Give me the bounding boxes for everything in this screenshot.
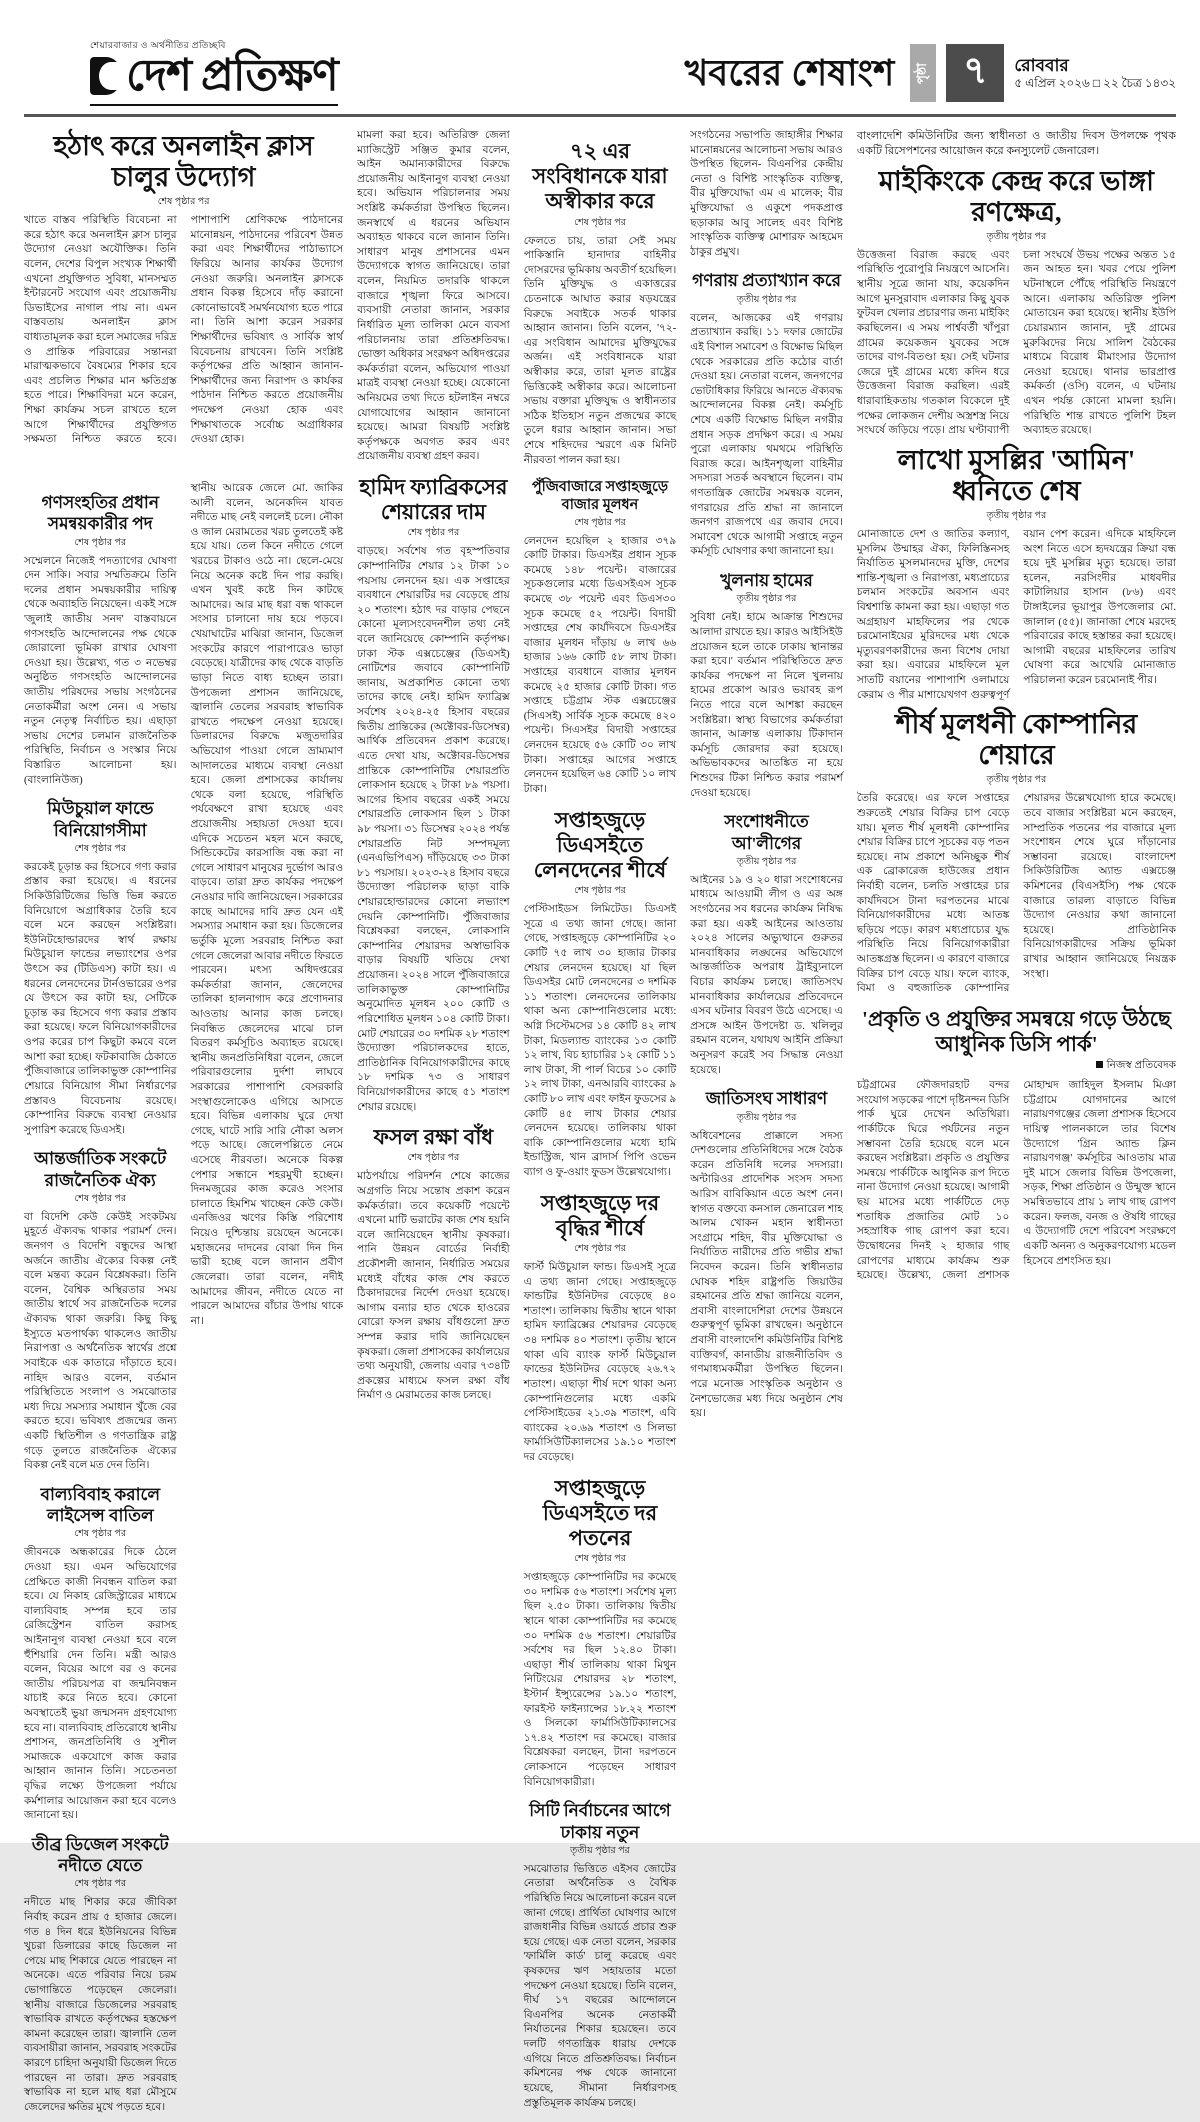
article-city-election bbox=[524, 1800, 677, 2111]
article-headline: শীর্ষ মূলধনী কোম্পানির শেয়ারে bbox=[895, 709, 1138, 771]
article-dse-turnover-top bbox=[524, 808, 677, 1181]
article-price-gainers bbox=[524, 1191, 677, 1466]
article-headline: ফসল রক্ষা বাঁধ bbox=[373, 1125, 494, 1150]
continuation-body: সংগঠনের সভাপতি জাহাঙ্গীর শিক্ষার মানোন্নয়নের আলোচনা সভায় আরও উপস্থিত ছিলেন- বিএনপির কেন্দ্রীয় নেতা ও বিশিষ্ট সাংস্কৃতিক ব্যক্তিত্ব, বীর মুক্তিযোদ্ধা এম এ মালেক; বীর মুক্তিযোদ্ধা ও একুশে পদকপ্রাপ্ত ছড়াকার আবু সালেহ এবং বিশিষ্ট সাংস্কৃতিক ব্যক্তিত্ব মোশারফ আহমেদ ঠাকুর প্রমুখ। bbox=[690, 130, 843, 258]
article-headline: 'প্রকৃতি ও প্রযুক্তির সমন্বয়ে গড়ে উঠছে আধুনিক ডিসি পার্ক' bbox=[862, 1006, 1171, 1057]
article-gonosonghoti bbox=[24, 492, 177, 788]
article-body: সমঝোতার ভিত্তিতে এইসব জোটের নেতারা অর্থনৈতিক ও বৈশ্বিক পরিস্থিতি নিয়ে আলোচনা করেন বলে জানা গেছে। প্রার্থিতা ঘোষণার আগে রাজধানীর বিভিন্ন ওয়ার্ডে প্রচার শুরু হয়ে গেছে। এক নেতা বলেন, সরকার 'ফার্মিলি কার্ড' চালু করেছে এবং কৃষকদের ঋণ সহায়তার মতো পদক্ষেপ নেওয়া হয়েছে। তিনি বলেন, দীর্ঘ ১৭ বছরের আন্দোলনে বিএনপির অনেক নেতাকর্মী নির্যাতনের শিকার হয়েছেন। তবে দলটি গণতান্ত্রিক ধারায় দেশকে এগিয়ে নিতে প্রতিশ্রুতিবদ্ধ। নির্বাচন কমিশনের পক্ষ থেকে জানানো হয়েছে, সীমানা নির্ধারণসহ প্রস্তুতিমূলক কার্যক্রম চলছে। bbox=[523, 1863, 677, 2109]
continuation-tag: শেষ পৃষ্ঠার পর bbox=[407, 528, 460, 539]
column-3 bbox=[357, 129, 510, 2122]
article-body: সুবিধা নেই। হামে আক্রান্ত শিশুদের আলাদা রাখতে হয়। কারও আইসিইউ প্রয়োজন হলে তাকে ঢাকায় স্থানান্তর করা হবে।' বর্তমান পরিস্থিতিতে দ্রুত কার্যকর পদক্ষেপ না নিলে খুলনায় হামের প্রকোপ আরও ভয়াবহ রূপ নিতে পারে বলে আশঙ্কা করছেন সংশ্লিষ্টরা। স্বাস্থ্য বিভাগের কর্মকর্তারা জানান, আক্রান্ত এলাকায় টিকাদান কর্মসূচি জোরদার করা হয়েছে। অভিভাবকদের আতঙ্কিত না হয়ে শিশুদের টিকা নিশ্চিত করার পরামর্শ দেওয়া হয়েছে। bbox=[690, 612, 843, 799]
continuation-tag: শেষ পৃষ্ঠার পর bbox=[74, 1529, 127, 1540]
article-headline: পুঁজিবাজারে সপ্তাহজুড়ে বাজার মূলধন bbox=[531, 479, 669, 514]
article-headline: হামিদ ফ্যাব্রিকসের শেয়ারের দাম bbox=[359, 475, 508, 525]
date-block bbox=[1014, 55, 1176, 91]
article-price-losers bbox=[524, 1476, 677, 1791]
article-miking-clash bbox=[857, 166, 1176, 439]
continuation-tag: তৃতীয় পৃষ্ঠার পর bbox=[736, 856, 797, 867]
masthead-right bbox=[685, 44, 1176, 106]
continuation-tag: তৃতীয় পৃষ্ঠার পর bbox=[736, 594, 797, 605]
article-body: মাঠপর্যায়ে পরিদর্শন শেষে কাজের অগ্রগতি নিয়ে সন্তোষ প্রকাশ করেন কর্মকর্তারা। তবে কয়েকটি পয়েন্টে এখনো মাটি ভরাটের কাজ শেষ হয়নি বলে জানিয়েছেন স্থানীয় কৃষকরা। পানি উন্নয়ন বোর্ডের নির্বাহী প্রকৌশলী জানান, নির্ধারিত সময়ের মধ্যেই বাঁধের কাজ শেষ করতে ঠিকাদারদের নির্দেশ দেওয়া হয়েছে। আগাম বন্যার হাত থেকে হাওরের বোরো ফসল রক্ষায় বাঁধগুলো দ্রুত সম্পন্ন করার দাবি জানিয়েছেন কৃষকরা। জেলা প্রশাসকের কার্যালয়ের তথ্য অনুযায়ী, জেলায় এবার ৭৩৪টি প্রকল্পের মাধ্যমে ফসল রক্ষা বাঁধ নির্মাণ ও মেরামতের কাজ চলছে। bbox=[357, 1171, 510, 1402]
article-body: বলেন, আজকের এই গণরায় প্রত্যাখ্যান করছি। ১১ দফার জোটের এই বিশাল সমাবেশ ও বিক্ষোভ মিছিল থেকে সরকারের প্রতি কঠোর বার্তা দেওয়া হয়। নেতারা বলেন, জনগণের ভোটাধিকার ফিরিয়ে আনতে ঐক্যবদ্ধ আন্দোলনের বিকল্প নেই। কর্মসূচি শেষে একটি বিক্ষোভ মিছিল নগরীর প্রধান সড়ক প্রদক্ষিণ করে। এ সময় পুরো এলাকায় থমথমে পরিস্থিতি বিরাজ করে। আইনশৃঙ্খলা বাহিনীর সদস্যরা সতর্ক অবস্থানে ছিলেন। বাম গণতান্ত্রিক জোটের সমন্বয়ক বলেন, গণরায়ের প্রতি শ্রদ্ধা না জানালে জনগণ রাজপথে এর জবাব দেবে। সমাবেশ থেকে আগামী সপ্তাহে নতুন কর্মসূচি ঘোষণার কথা জানানো হয়। bbox=[690, 312, 843, 558]
article-dc-park bbox=[857, 1007, 1176, 1284]
article-body: উত্তেজনা বিরাজ করছে এবং পরিস্থিতি পুরোপুরি নিয়ন্ত্রণে আসেনি। স্থানীয় সূত্রে জানা যায়, কয়েকদিন আগে মুনসুরাবাদ এলাকার কিছু যুবক ফুটবল খেলার প্রচারণার জন্য মাইকিং করছিলেন। এ সময় পার্শ্ববর্তী খাঁপুরা গ্রামের কয়েকজন যুবকের সঙ্গে তাদের বাগ-বিতণ্ডা হয়। সেই ঘটনার জেরে দুই গ্রামের মধ্যে কদিন ধরে উত্তেজনা বিরাজ করছিল। এরই ধারাবাহিকতায় গতকাল বিকেলে দুই পক্ষের লোকজন দেশীয় অস্ত্রশস্ত্র নিয়ে সংঘর্ষে জড়িয়ে পড়ে। প্রায় ঘণ্টাব্যাপী চলা সংঘর্ষে উভয় পক্ষের অন্তত ১৫ জন আহত হন। খবর পেয়ে পুলিশ ঘটনাস্থলে পৌঁছে পরিস্থিতি নিয়ন্ত্রণে আনে। এলাকায় অতিরিক্ত পুলিশ মোতায়েন করা হয়েছে। স্থানীয় ইউপি চেয়ারম্যান জানান, দুই গ্রামের মুরুব্বিদের নিয়ে সালিশ বৈঠকের মাধ্যমে বিরোধ মীমাংসার উদ্যোগ নেওয়া হয়েছে। থানার ভারপ্রাপ্ত কর্মকর্তা (ওসি) বলেন, এ ঘটনায় এখন পর্যন্ত কোনো মামলা হয়নি। পরিস্থিতি শান্ত রাখতে পুলিশি টহল অব্যাহত রয়েছে। bbox=[856, 249, 1176, 437]
continuation-tag: শেষ পৃষ্ঠার পর bbox=[74, 1879, 127, 1890]
article-headline: লাখো মুসল্লির 'আমিন' ধ্বনিতে শেষ bbox=[897, 444, 1136, 506]
continuation-tag: শেষ পৃষ্ঠার পর bbox=[574, 217, 626, 228]
continuation-tag: শেষ পৃষ্ঠার পর bbox=[407, 1153, 460, 1164]
byline bbox=[857, 1058, 1176, 1075]
article-political-unity bbox=[24, 1148, 177, 1473]
article-mutual-fund bbox=[24, 798, 177, 1138]
column-5 bbox=[690, 129, 843, 2122]
article-headline: সপ্তাহজুড়ে ডিএসইতে দর পতনের bbox=[542, 1475, 658, 1550]
continuation-tag: তৃতীয় পৃষ্ঠার পর bbox=[986, 510, 1047, 521]
header-rule bbox=[24, 114, 1176, 117]
article-headline: হঠাৎ করে অনলাইন ক্লাস চালুর উদ্যোগ bbox=[53, 131, 314, 193]
date-line: ৫ এপ্রিল ২০২৬ □ ২২ চৈত্র ১৪৩২ bbox=[1014, 76, 1176, 91]
continuation-tag: তৃতীয় পৃষ্ঠার পর bbox=[570, 1845, 630, 1856]
article-verdict-rejection bbox=[690, 270, 843, 560]
continuation-tag: তৃতীয় পৃষ্ঠার পর bbox=[736, 1112, 797, 1123]
article-body: তৈরি করেছে। এর ফলে সপ্তাহের শুরুতেই শেয়ার বিক্রির চাপ বেড়ে যায়। মূলত শীর্ষ মূলধনী কোম্পানির শেয়ার বিক্রির চাপে সূচকের বড় পতন হয়েছে। নাম প্রকাশে অনিচ্ছুক শীর্ষ এক ব্রোকারেজ হাউজের প্রধান নির্বাহী বলেন, চলতি সপ্তাহের চার কার্যদিবসে টানা দরপতনের মাঝে বিনিয়োগকারীদের মধ্যে আতঙ্ক ছড়িয়ে পড়ে। কারণ মধ্যপ্রাচ্যের যুদ্ধ পরিস্থিতি নিয়ে বিনিয়োগকারীরা আতঙ্কগ্রস্ত ছিলেন। এ কারণে বাজারে বিক্রির চাপ বেড়ে যায়। ফলে ব্যাংক, বিমা ও বহুজাতিক কোম্পানির শেয়ারদর উল্লেখযোগ্য হারে কমেছে। তবে বাজার সংশ্লিষ্টরা মনে করছেন, সাম্প্রতিক পতনের পর বাজারে মূল্য সংশোধন শেষে ঘুরে দাঁড়ানোর সম্ভাবনা রয়েছে। বাংলাদেশ সিকিউরিটিজ অ্যান্ড এক্সচেঞ্জ কমিশনের (বিএসইসি) পক্ষ থেকে বাজারে তারল্য বাড়াতে বিভিন্ন উদ্যোগ নেওয়ার কথা জানানো হয়েছে। প্রাতিষ্ঠানিক বিনিয়োগকারীদের সক্রিয় ভূমিকা রাখার আহ্বান জানিয়েছে নিয়ন্ত্রক সংস্থা। bbox=[856, 793, 1176, 995]
article-headline: সংশোধনীতে আ'লীগের bbox=[724, 812, 809, 853]
column-1 bbox=[24, 482, 177, 2122]
article-headline: গণসংহতির প্রধান সমন্বয়কারীর পদ bbox=[41, 493, 159, 534]
article-amendment-al bbox=[690, 811, 843, 1078]
continuation-tag: শেষ পৃষ্ঠার পর bbox=[574, 886, 626, 897]
article-diesel-crisis bbox=[24, 1834, 177, 2116]
article-body: বা বিদেশি কেউ কেউই সংকটময় মুহূর্তে ঐক্যবদ্ধ থাকার পরামর্শ দেন। জনগণ ও বিদেশি বন্ধুদের আস্থা অর্জনে জাতীয় ঐক্যের বিকল্প নেই বলে মন্তব্য করেন বিশ্লেষকরা। তিনি বলেন, বৈশ্বিক অস্থিরতার সময় জাতীয় স্বার্থে সব রাজনৈতিক দলের ঐক্যবদ্ধ থাকা জরুরি। কিছু কিছু ইস্যুতে মতপার্থক্য থাকলেও জাতীয় নিরাপত্তা ও অর্থনৈতিক স্বার্থের প্রশ্নে সবাইকে এক কাতারে দাঁড়াতে হবে। নাহিদ আরও বলেন, বর্তমান পরিস্থিতিতে সংলাপ ও সমঝোতার মধ্য দিয়ে সমস্যার সমাধান খুঁজে বের করতে হবে। ভবিষ্যৎ প্রজন্মের জন্য একটি স্থিতিশীল ও গণতান্ত্রিক রাষ্ট্র গড়ে তুলতে রাজনৈতিক ঐক্যের বিকল্প নেই বলে মত দেন তিনি। bbox=[24, 1211, 177, 1472]
article-headline: আন্তর্জাতিক সংকটে রাজনৈতিক ঐক্য bbox=[34, 1149, 167, 1190]
article-mahfil-amin bbox=[857, 445, 1176, 703]
article-headline: ৭২ এর সংবিধানকে যারা অস্বীকার করে bbox=[532, 139, 668, 214]
article-headline: বাল্যবিবাহ করালে লাইসেন্স বাতিল bbox=[40, 1484, 161, 1526]
page-label-badge bbox=[910, 44, 936, 102]
article-top-cap-shares bbox=[857, 709, 1176, 997]
section-title: খবরের শেষাংশ bbox=[684, 53, 895, 93]
article-un-general bbox=[690, 1088, 843, 1421]
article-headline: সপ্তাহজুড়ে দর বৃদ্ধির শীর্ষে bbox=[540, 1190, 660, 1240]
article-body: লেনদেন হয়েছিল ২ হাজার ৩৭৯ কোটি টাকার। ডিএসইর প্রধান সূচক কমেছে ১৪৮ পয়েন্ট। বাজারের সূচকগুলোর মধ্যে ডিএসইএস সূচক কমেছে ৩৮ পয়েন্ট এবং ডিএস৩০ সূচক কমেছে ৫২ পয়েন্ট। বিদায়ী সপ্তাহের শেষ কার্যদিবসে ডিএসইর বাজার মূলধন দাঁড়ায় ৬ লাখ ৬৬ হাজার ১৬৬ কোটি ৫৮ লাখ টাকা। সপ্তাহের ব্যবধানে বাজার মূলধন কমেছে ২৫ হাজার কোটি টাকা। গত সপ্তাহে চট্টগ্রাম স্টক এক্সচেঞ্জের (সিএসই) সার্বিক সূচক কমেছে ৪২০ পয়েন্ট। সিএসইর বিদায়ী সপ্তাহের লেনদেন হয়েছে ৫৬ কোটি ৩০ লাখ টাকা। সপ্তাহের আগের সপ্তাহে লেনদেন হয়েছিল ৬৪ কোটি ১০ লাখ টাকা। bbox=[523, 535, 677, 795]
continuation-tag: শেষ পৃষ্ঠার পর bbox=[574, 1244, 626, 1255]
newspaper-name: দেশ প্রতিক্ষণ bbox=[126, 51, 338, 100]
article-crop-embankment bbox=[357, 1125, 510, 1404]
article-market-capital bbox=[524, 478, 677, 797]
article-body: আইনের ১৯ ও ২০ ধারা সংশোধনের মাধ্যমে আওয়ামী লীগ ও এর অঙ্গ সংগঠনের সব ধরনের কার্যক্রম নিষিদ্ধ করা হয়। একই আইনের আওতায় ২০২৪ সালের অভ্যুত্থানে গুরুতর মানবাধিকার লঙ্ঘনের অভিযোগে আন্তর্জাতিক অপরাধ ট্রাইব্যুনালে বিচার কার্যক্রম চলছে। জাতিসংঘ মানবাধিকার কার্যালয়ের প্রতিবেদনে এসব ঘটনার বিবরণ উঠে এসেছে। এ প্রসঙ্গে আইন উপদেষ্টা ড. খলিলুর রহমান বলেন, যথাযথ আইনি প্রক্রিয়া অনুসরণ করেই সব সিদ্ধান্ত নেওয়া হয়েছে। bbox=[690, 874, 843, 1076]
article-headline: খুলনায় হামের bbox=[720, 571, 813, 591]
article-headline: তীব্র ডিজেল সংকটে নদীতে যেতে bbox=[31, 1834, 169, 1876]
article-headline: জাতিসংঘ সাধারণ bbox=[705, 1089, 828, 1109]
crescent-logo-icon bbox=[90, 57, 120, 95]
continuation-body: মামলা করা হবে। অতিরিক্ত জেলা ম্যাজিস্ট্রেট সঞ্জিত কুমার বলেন, আইন অমান্যকারীদের বিরুদ্ধে প্রয়োজনীয় আইনানুগ ব্যবস্থা নেওয়া হবে। অভিযান পরিচালনার সময় সংশ্লিষ্ট কর্মকর্তারা উপস্থিত ছিলেন। জনস্বার্থে এ ধরনের অভিযান অব্যাহত থাকবে বলে জানান তিনি। সাধারণ মানুষ প্রশাসনের এমন উদ্যোগকে স্বাগত জানিয়েছে। তারা বলেন, নিয়মিত তদারকি থাকলে বাজারে শৃঙ্খলা ফিরে আসবে। ব্যবসায়ী নেতারা জানান, সরকার নির্ধারিত মূল্য তালিকা মেনে ব্যবসা পরিচালনায় তারা প্রতিশ্রুতিবদ্ধ। ভোক্তা অধিকার সংরক্ষণ অধিদপ্তরের কর্মকর্তারা বলেন, অভিযোগ পাওয়া মাত্রই ব্যবস্থা নেওয়া হচ্ছে। যেকোনো অনিয়মের তথ্য দিতে হটলাইন নম্বরে যোগাযোগের আহ্বান জানানো হয়েছে। আমরা বিষয়টি সংশ্লিষ্ট কর্তৃপক্ষকে অবগত করব এবং প্রয়োজনীয় ব্যবস্থা গ্রহণ করব। bbox=[357, 130, 510, 463]
article-body: সপ্তাহজুড়ে কোম্পানিটির দর কমেছে ৩০ দশমিক ৫৬ শতাংশ। সর্বশেষ মূল্য ছিল ২.৫০ টাকা। তালিকায় দ্বিতীয় স্থানে থাকা কোম্পানিটির দর কমেছে ৩০ দশমিক ৫৬ শতাংশ। শেয়ারটির সর্বশেষ দর ছিল ১২.৪০ টাকা। এছাড়া শীর্ষ তালিকায় থাকা মিথুন নিটিংয়ের শেয়ারদর ২৮ শতাংশ, ইস্টার্ন ইন্স্যুরেন্সের ১৯.১০ শতাংশ, ফারইস্ট ফাইন্যান্সের ১৮.২২ শতাংশ ও সিলকো ফার্মাসিউটিক্যালসের ১৭.৪২ শতাংশ দর কমেছে। বাজার বিশ্লেষকরা বলছেন, টানা দরপতনে লোকসানে পড়েছেন সাধারণ বিনিয়োগকারীরা। bbox=[523, 1572, 677, 1788]
continuation-tag: শেষ পৃষ্ঠার পর bbox=[157, 197, 210, 208]
continuation-tag: তৃতীয় পৃষ্ঠার পর bbox=[986, 231, 1047, 242]
weekday: রোববার bbox=[1014, 55, 1069, 75]
continuation-body: বাংলাদেশি কমিউনিটির জন্য স্বাধীনতা ও জাতীয় দিবস উপলক্ষে পৃথক একটি রিসেপশনের আয়োজন করে কনস্যুলেট জেনারেল। bbox=[856, 130, 1176, 158]
brand bbox=[24, 38, 338, 106]
article-headline: মিউচুয়াল ফান্ডে বিনিয়োগসীমা bbox=[47, 799, 154, 840]
article-body: বাড়ছে। সর্বশেষ গত বৃহস্পতিবার কোম্পানিটির শেয়ার ১২ টাকা ১০ পয়সায় লেনদেন হয়। এক সপ্তাহের ব্যবধানে শেয়ারটির দর বেড়েছে প্রায় ২০ শতাংশ। হঠাৎ দর বাড়ার পেছনে কোনো মূল্যসংবেদনশীল তথ্য নেই বলে জানিয়েছে কোম্পানি কর্তৃপক্ষ। ঢাকা স্টক এক্সচেঞ্জের (ডিএসই) নোটিশের জবাবে কোম্পানিটি জানায়, অপ্রকাশিত কোনো তথ্য তাদের কাছে নেই। হামিদ ফ্যাব্রিক্স সর্বশেষ ২০২৪-২৫ হিসাব বছরের দ্বিতীয় প্রান্তিকের (অক্টোবর-ডিসেম্বর) আর্থিক প্রতিবেদন প্রকাশ করেছে। এতে দেখা যায়, অক্টোবর-ডিসেম্বর প্রান্তিকে কোম্পানিটির শেয়ারপ্রতি লোকসান হয়েছে ২ টাকা ৮৯ পয়সা। আগের হিসাব বছরের একই সময়ে শেয়ারপ্রতি লোকসান ছিল ১ টাকা ৯৮ পয়সা। ৩১ ডিসেম্বর ২০২৪ পর্যন্ত শেয়ারপ্রতি নিট সম্পদমূল্য (এনএভিপিএস) দাঁড়িয়েছে ৩৩ টাকা ৮১ পয়সায়। ২০২৩-২৪ হিসাব বছরে উদ্যোক্তা পরিচালক ছাড়া বাকি শেয়ারহোল্ডারদের কোনো লভ্যাংশ দেয়নি কোম্পানিটি। পুঁজিবাজার বিশ্লেষকরা বলছেন, লোকসানি কোম্পানির শেয়ারদর অস্বাভাবিক বাড়ার বিষয়টি খতিয়ে দেখা প্রয়োজন। ২০২৪ সালে পুঁজিবাজারে তালিকাভুক্ত কোম্পানিটির অনুমোদিত মূলধন ২০০ কোটি ও পরিশোধিত মূলধন ১০৪ কোটি টাকা। মোট শেয়ারের ৩০ দশমিক ২৮ শতাংশ উদ্যোক্তা পরিচালকদের হাতে, প্রাতিষ্ঠানিক বিনিয়োগকারীদের কাছে ১৮ দশমিক ৭৩ ও সাধারণ বিনিয়োগকারীদের কাছে ৫১ শতাংশ শেয়ার রয়েছে। bbox=[357, 546, 510, 1113]
article-body: সম্মেলনে নিজেই পদত্যাগের ঘোষণা দেন সাকি। সবার সম্মতিক্রমে তিনি দলের প্রধান সমন্বয়কারীর দায়িত্ব থেকে অব্যাহতি নিয়েছেন। একই সঙ্গে 'জুলাই জাতীয় সনদ' বাস্তবায়নে গণসংহতি আন্দোলনের পক্ষ থেকে জোরালো ভূমিকা রাখার ঘোষণা দেওয়া হয়। উল্লেখ্য, গত ৩ নভেম্বর অনুষ্ঠিত গণসংহতি আন্দোলনের জাতীয় পরিষদের সভায় সংগঠনের নেতাকর্মীরা অংশ নেন। এ সভায় নতুন নেতৃত্ব নির্বাচিত হয়। এছাড়া সভায় দেশের চলমান রাজনৈতিক পরিস্থিতি, নির্বাচন ও সংস্কার নিয়ে বিস্তারিত আলোচনা হয়। (বাংলানিউজ) bbox=[24, 555, 177, 786]
byline-text: নিজস্ব প্রতিবেদক bbox=[1106, 1060, 1176, 1072]
article-headline: সপ্তাহজুড়ে ডিএসইতে লেনদেনের শীর্ষে bbox=[533, 807, 667, 882]
article-body: চট্টগ্রামের ফৌজদারহাট বন্দর সংযোগ সড়কের পাশে দৃষ্টিনন্দন ডিসি পার্ক ঘুরে দেখেন অতিথিরা। পার্কটিকে ঘিরে পর্যটনের নতুন সম্ভাবনা তৈরি হয়েছে বলে মনে করছেন সংশ্লিষ্টরা। প্রকৃতি ও প্রযুক্তির সমন্বয়ে পার্কটিকে আধুনিক রূপ দিতে নানা উদ্যোগ নেওয়া হয়েছে। আগামী ছয় মাসের মধ্যে পার্কটিতে দেড় শতাধিক প্রজাতির মোট ১০ সহস্রাধিক গাছ রোপণ করা হবে। উদ্বোধনের দিনই ২ হাজার গাছ রোপণের মাধ্যমে কার্যক্রম শুরু হয়েছে। উল্লেখ্য, জেলা প্রশাসক মোহাম্মদ জাহিদুল ইসলাম মিঞা চট্টগ্রামে যোগদানের আগে নারায়ণগঞ্জের জেলা প্রশাসক হিসেবে দায়িত্ব পালনকালে তার বিশেষ উদ্যোগে 'গ্রিন অ্যান্ড ক্লিন নারায়ণগঞ্জ' কর্মসূচির আওতায় মাত্র দুই মাসে জেলার বিভিন্ন উপজেলা, সড়ক, শিক্ষা প্রতিষ্ঠান ও উন্মুক্ত স্থানে সমন্বিতভাবে প্রায় ১ লাখ গাছ রোপণ করেন। ফলজ, বনজ ও ঔষধি গাছের এ উদ্যোগটি দেশে পরিবেশ সংরক্ষণে একটি অনন্য ও অনুকরণযোগ্য মডেল হিসেবে প্রশংসিত হয়। bbox=[856, 1080, 1176, 1282]
article-headline: গণরায় প্রত্যাখ্যান করে bbox=[692, 271, 841, 291]
article-khulna-measles bbox=[690, 570, 843, 801]
article-body: খাতে বাস্তব পরিস্থিতি বিবেচনা না করে হঠাৎ করে অনলাইন ক্লাস চালুর উদ্যোগ নেওয়া অযৌক্তিক। তিনি বলেন, দেশের বিপুল সংখ্যক শিক্ষার্থী এখনো প্রযুক্তিগত সুবিধা, মানসম্মত ইন্টারনেট সংযোগ এবং প্রয়োজনীয় ডিভাইসের নাগাল পায় না। এমন বাস্তবতায় অনলাইন ক্লাস বাধ্যতামূলক করা হলে সমাজের দরিদ্র ও প্রান্তিক পরিবারের সন্তানরা মারাত্মকভাবে বৈষম্যের শিকার হবে এবং প্রচলিত শিক্ষার মান ক্ষতিগ্রস্ত হতে পারে। শিক্ষাবিদরা মনে করেন, শিক্ষা কার্যক্রম সচল রাখতে হলে আগে শিক্ষার্থীদের প্রযুক্তিগত সক্ষমতা নিশ্চিত করতে হবে। পাশাপাশি শ্রেণিকক্ষে পাঠদানের মানোন্নয়ন, পাঠদানের পরিবেশ উন্নত করা এবং শিক্ষার্থীদের পাঠাভ্যাসে ফিরিয়ে আনার কার্যকর উদ্যোগ নেওয়া জরুরি। অনলাইন ক্লাসকে প্রধান বিকল্প হিসেবে দাঁড় করানো কোনোভাবেই সমর্থনযোগ্য হতে পারে না। তিনি আশা করেন সরকার শিক্ষার্থীদের ভবিষ্যৎ ও সার্বিক স্বার্থ বিবেচনায় রাখবেন। তিনি সংশ্লিষ্ট কর্তৃপক্ষের প্রতি আহ্বান জানান- শিক্ষার্থীদের জন্য নিরাপদ ও কার্যকর পাঠদান নিশ্চিত করতে প্রয়োজনীয় পদক্ষেপ নেওয়া হোক এবং শিক্ষাখাতকে সর্বোচ্চ অগ্রাধিকার দেওয়া হোক। bbox=[24, 215, 344, 446]
article-body: ফার্স্ট মিউচুয়াল ফান্ড। ডিএসই সূত্রে এ তথ্য জানা গেছে। সপ্তাহজুড়ে ফান্ডটির ইউনিটদর বেড়েছে ৪০ শতাংশ। তালিকায় দ্বিতীয় স্থানে থাকা হামিদ ফ্যাব্রিক্সের শেয়ারদর বেড়েছে ৩৪ দশমিক ৪০ শতাংশ। তৃতীয় স্থানে থাকা এবি ব্যাংক ফার্স্ট মিউচুয়াল ফান্ডের ইউনিটদর বেড়েছে ২৬.৭২ শতাংশ। এছাড়া শীর্ষ দশে থাকা অন্য কোম্পানিগুলোর মধ্যে একমি পেস্টিসাইডের ২১.৩৯ শতাংশ, এবি ব্যাংকের ২০.৬৯ শতাংশ ও সিলভা ফার্মাসিউটিক্যালসের ১৯.১০ শতাংশ দর বেড়েছে। bbox=[523, 1262, 677, 1463]
article-body: মোনাজাতে দেশ ও জাতির কল্যাণ, মুসলিম উম্মাহর ঐক্য, ফিলিস্তিনসহ নির্যাতিত মুসলমানদের মুক্তি, দেশের শান্তি-শৃঙ্খলা ও নিরাপত্তা, মধ্যপ্রাচ্যের চলমান সংকটের অবসান এবং বিশ্বশান্তি কামনা করা হয়। এছাড়া গত অগ্রহায়ণ মাহফিলের পর থেকে চরমোনাইয়ের মুরিদদের মধ্য থেকে মৃত্যুবরণকারীদের জন্য বিশেষ দোয়া করা হয়। এবারের মাহফিলে মূল সাতটি বয়ানের পাশাপাশি ওলামায়ে কেরাম ও পীর মাশায়েখগণ গুরুত্বপূর্ণ বয়ান পেশ করেন। এদিকে মাহফিলে অংশ নিতে এসে হৃদযন্ত্রের ক্রিয়া বন্ধ হয়ে দুই মুসল্লির মৃত্যু হয়েছে। তারা হলেন, নরসিংদীর মাধবদীর কাটালিয়ার হাসান (৮৬) এবং টাঙ্গাইলের ভূয়াপুর উপজেলার মো. জালাল (৫৫)। জানাজা শেষে মরদেহ পরিবারের কাছে হস্তান্তর করা হয়েছে। আগামী বছরের মাহফিলের তারিখ ঘোষণা করে আখেরি মোনাজাত পরিচালনা করেন চরমোনাই পীর। bbox=[856, 528, 1176, 701]
article-body: জীবনকে অন্ধকারের দিকে ঠেলে দেওয়া হয়। এমন অভিযোগের প্রেক্ষিতে কাজী নিবন্ধন বাতিল করা হবে। যে নিকাহ রেজিস্ট্রারের মাধ্যমে বাল্যবিবাহ সম্পন্ন হবে তার রেজিস্ট্রেশন বাতিল করাসহ আইনানুগ ব্যবস্থা নেওয়া হবে বলে হুঁশিয়ারি দেন তিনি। মন্ত্রী আরও বলেন, বিয়ের আগে বর ও কনের জাতীয় পরিচয়পত্র বা জন্মনিবন্ধন যাচাই করে নিতে হবে। কোনো অবস্থাতেই ভুয়া জন্মসনদ গ্রহণযোগ্য হবে না। বাল্যবিবাহ প্রতিরোধে স্থানীয় প্রশাসন, জনপ্রতিনিধি ও সুশীল সমাজকে একযোগে কাজ করার আহ্বান জানান তিনি। সচেতনতা বৃদ্ধির লক্ষ্যে উপজেলা পর্যায়ে কর্মশালার আয়োজন করা হবে বলেও জানানো হয়। bbox=[24, 1547, 177, 1822]
newspaper-logo bbox=[90, 51, 338, 106]
article-child-marriage bbox=[24, 1484, 177, 1824]
article-72-constitution bbox=[524, 139, 677, 468]
article-body: অধিবেশনের প্রাক্কালে সদস্য দেশগুলোর প্রতিনিধিদের সঙ্গে বৈঠক করেন প্রতিনিধি দলের সদস্যরা। অন্টারিওর প্রাদেশিক সংসদ সদস্য আরিস বাবিকিয়ান এতে অংশ নেন। স্বাগত বক্তব্যে কনসাল জেনারেল শাহ আলম খোকন মহান স্বাধীনতা সংগ্রামে শহিদ, বীর মুক্তিযোদ্ধা ও নির্যাতিত নারীদের প্রতি গভীর শ্রদ্ধা নিবেদন করেন। তিনি স্বাধীনতার ঘোষক শহিদ রাষ্ট্রপতি জিয়াউর রহমানের প্রতি শ্রদ্ধা জানিয়ে বলেন, প্রবাসী বাংলাদেশিরা দেশের উন্নয়নে গুরুত্বপূর্ণ ভূমিকা রাখছেন। অনুষ্ঠানে প্রবাসী বাংলাদেশি কমিউনিটির বিশিষ্ট ব্যক্তিবর্গ, কানাডীয় রাজনীতিবিদ ও গণমাধ্যমকর্মীরা উপস্থিত ছিলেন। পরে মনোজ্ঞ সাংস্কৃতিক অনুষ্ঠান ও নৈশভোজের মধ্য দিয়ে অনুষ্ঠান শেষ হয়। bbox=[690, 1130, 843, 1420]
continuation-tag: শেষ পৃষ্ঠার পর bbox=[574, 517, 626, 528]
continuation-body: স্থানীয় আরেক জেলে মো. জাকির আলী বলেন, অনেকদিন যাবত নদীতে মাছ নেই বললেই চলে। নৌকা ও জাল মেরামতের খরচ তুলতেই কষ্ট হয়ে যায়। তেল কিনে নদীতে গেলে খরচের টাকাও ওঠে না। ছেলে-মেয়ে নিয়ে অনেক কষ্টে দিন পার করছি। এখন খুবই কষ্টে দিন কাটছে আমাদের। আর মাছ ধরা বন্ধ থাকলে সংসার চালানো দায় হয়ে পড়বে। খেয়াঘাটের মাঝিরা জানান, ডিজেল সংকটের কারণে পারাপারেও ভাড়া বেড়েছে। যাত্রীদের কাছ থেকে বাড়তি ভাড়া নিতে বাধ্য হচ্ছেন তারা। উপজেলা প্রশাসন জানিয়েছে, জ্বালানি তেলের সরবরাহ স্বাভাবিক রাখতে পদক্ষেপ নেওয়া হয়েছে। ডিলারদের বিরুদ্ধে মজুতদারির অভিযোগ পাওয়া গেলে ভ্রাম্যমাণ আদালতের মাধ্যমে ব্যবস্থা নেওয়া হবে। জেলা প্রশাসকের কার্যালয় থেকে বলা হয়েছে, পরিস্থিতি পর্যবেক্ষণে রাখা হয়েছে এবং প্রয়োজনীয় সহায়তা দেওয়া হবে। এদিকে সচেতন মহল মনে করছে, সিন্ডিকেটের কারসাজি বন্ধ করা না গেলে সাধারণ মানুষের দুর্ভোগ আরও বাড়বে। তারা দ্রুত কার্যকর পদক্ষেপ নেওয়ার দাবি জানিয়েছেন। সরকারের কাছে আমাদের দাবি দ্রুত যেন এই সমস্যার সমাধান করা হয়। ডিজেলের ভর্তুকি মূল্যে সরবরাহ নিশ্চিত করা গেলে জেলেরা আবার নদীতে ফিরতে পারবেন। মৎস্য অধিদপ্তরের কর্মকর্তারা জানান, জেলেদের তালিকা হালনাগাদ করে প্রণোদনার আওতায় আনার কাজ চলছে। নিবন্ধিত জেলেদের মাঝে চাল বিতরণ কর্মসূচিও অব্যাহত রয়েছে। স্থানীয় জনপ্রতিনিধিরা বলেন, জেলে পরিবারগুলোর দুর্দশা লাঘবে সরকারের পাশাপাশি বেসরকারি সংস্থাগুলোকেও এগিয়ে আসতে হবে। বিভিন্ন এলাকায় ঘুরে দেখা গেছে, ঘাটে সারি সারি নৌকা অলস পড়ে আছে। জেলেপল্লিতে নেমে এসেছে নীরবতা। অনেকে বিকল্প পেশার সন্ধানে শহরমুখী হচ্ছেন। দিনমজুরের কাজ করেও সংসার চালাতে হিমশিম খাচ্ছেন কেউ কেউ। এনজিওর ঋণের কিস্তি পরিশোধ নিয়েও দুশ্চিন্তায় রয়েছেন অনেকে। মহাজনের দাদনের বোঝা দিন দিন ভারী হচ্ছে বলে জানান প্রবীণ জেলেরা। তারা বলেন, নদীই আমাদের জীবন, নদীতে যেতে না পারলে আমাদের বাঁচার উপায় থাকে না। bbox=[190, 483, 344, 1327]
byline-square-icon bbox=[1096, 1061, 1103, 1068]
brand-tagline: শেয়ারবাজার ও অর্থনীতির প্রতিচ্ছবি bbox=[90, 40, 226, 50]
column-2 bbox=[191, 482, 344, 2122]
masthead bbox=[24, 14, 1176, 106]
page-number-badge: ৭ bbox=[946, 44, 1004, 102]
article-body: করকেই চূড়ান্ত কর হিসেবে গণ্য করার প্রস্তাব করা হয়েছে। এ ধরনের সিকিউরিটিজের ভিত্তি ভিন্ন করতে বিনিয়োগে অগ্রাধিকার তৈরি হবে বলে মনে করছেন সংশ্লিষ্টরা। ইউনিটহোল্ডারদের স্বার্থ রক্ষায় মিউচুয়াল ফান্ডের লভ্যাংশের ওপর উৎসে কর (টিডিএস) কাটা হয়। এ ধরনের লেনদেনের টার্নওভারের ওপর যে উৎসে কর কাটা হয়, সেটিকে চূড়ান্ত কর হিসেবে গণ্য করার প্রস্তাব করা হয়েছে। ফলে বিনিয়োগকারীদের ওপর করের চাপ কিছুটা কমবে বলে আশা করা হচ্ছে। ফটকাবাজি ঠেকাতে পুঁজিবাজারে তালিকাভুক্ত কোম্পানির শেয়ারে বিনিয়োগ সীমা নির্ধারণের প্রস্তাবও বিবেচনায় রয়েছে। কোম্পানির বিরুদ্ধে ব্যবস্থা নেওয়ার সুপারিশ করেছে ডিএসই। bbox=[24, 861, 177, 1136]
article-online-class bbox=[24, 129, 343, 468]
article-body: ফেলতে চায়, তারা সেই সময় পাকিস্তানি হানাদার বাহিনীর দোসরদের ভূমিকায় অবতীর্ণ হয়েছিল। তিনি মুক্তিযুদ্ধ ও একাত্তরের চেতনাকে আঘাত করার ষড়যন্ত্রের বিরুদ্ধে সবাইকে সতর্ক থাকার আহ্বান জানান। তিনি বলেন, '৭২-এর সংবিধান আমাদের মুক্তিযুদ্ধের অর্জন। এই সংবিধানকে যারা অস্বীকার করে, তারা মূলত রাষ্ট্রের ভিত্তিকেই অস্বীকার করে। আলোচনা সভায় বক্তারা মুক্তিযুদ্ধ ও স্বাধীনতার সঠিক ইতিহাস নতুন প্রজন্মের কাছে তুলে ধরার আহ্বান জানান। সভা শেষে শহিদদের স্মরণে এক মিনিট নীরবতা পালন করা হয়। bbox=[523, 235, 677, 466]
page-label-text: পৃষ্ঠা bbox=[913, 62, 929, 84]
continuation-tag: শেষ পৃষ্ঠার পর bbox=[74, 1193, 127, 1204]
continuation-tag: তৃতীয় পৃষ্ঠার পর bbox=[986, 775, 1047, 786]
columns-6-7 bbox=[857, 129, 1176, 2122]
article-body: নদীতে মাছ শিকার করে জীবিকা নির্বাহ করেন প্রায় ৫ হাজার জেলে। গত ৪ দিন ধরে ইউনিয়নের বিভিন্ন খুচরা ডিলারের কাছে ডিজেল না পেয়ে মাছ শিকারে যেতে পারছেন না অনেকে। এতে পরিবার নিয়ে চরম ভোগান্তিতে পড়েছেন জেলেরা। স্থানীয় বাজারে ডিজেলের সরবরাহ স্বাভাবিক রাখতে কর্তৃপক্ষের হস্তক্ষেপ কামনা করেছেন তারা। জ্বালানি তেল ব্যবসায়ীরা জানান, সরবরাহ সংকটের কারণে চাহিদা অনুযায়ী ডিজেল দিতে পারছেন না তারা। দ্রুত সরবরাহ স্বাভাবিক না হলে মাছ ধরা মৌসুমে জেলেদের ক্ষতির মুখে পড়তে হবে। bbox=[24, 1897, 177, 2113]
continuation-tag: শেষ পৃষ্ঠার পর bbox=[74, 537, 127, 548]
article-headline: সিটি নির্বাচনের আগে ঢাকায় নতুন bbox=[529, 1801, 671, 1842]
page-grid bbox=[24, 129, 1176, 2113]
article-hamid-fabrics bbox=[357, 475, 510, 1115]
continuation-tag: শেষ পৃষ্ঠার পর bbox=[574, 1554, 626, 1565]
article-body: পেস্টিসাইডস লিমিটেড। ডিএসই সূত্রে এ তথ্য জানা গেছে। জানা গেছে, সপ্তাহজুড়ে কোম্পানিটির ২০ কোটি ৭৫ লাখ ৩০ হাজার টাকার শেয়ার লেনদেন হয়েছে। যা ছিল ডিএসইর মোট লেনদেনের ৩ দশমিক ১১ শতাংশ। লেনদেনের তালিকায় থাকা অন্য কোম্পানিগুলোর মধ্যে: অগ্নি সিস্টেমসের ১৪ কোটি ৪২ লাখ টাকা, মিডল্যান্ড ব্যাংকের ১৩ কোটি ১২ লাখ, বিচ হ্যাচারির ১২ কোটি ১১ লাখ টাকা, সী পার্ল বিচের ১০ কোটি ১২ লাখ টাকা, এনআরবি ব্যাংকের ৯ কোটি ৮০ লাখ এবং ফাইন ফুডসের ৯ কোটি ৪৫ লাখ টাকার শেয়ার লেনদেন হয়েছে। তালিকায় থাকা বাকি কোম্পানিগুলোর মধ্যে হামি ইন্ডাস্ট্রিজ, খান ব্রাদার্স পিপি ওভেন ব্যাগ ও ফু-ওয়াং ফুডস উল্লেখযোগ্য। bbox=[523, 904, 677, 1179]
article-headline: মাইকিংকে কেন্দ্র করে ভাঙ্গা রণক্ষেত্র, bbox=[878, 165, 1154, 227]
continuation-tag: শেষ পৃষ্ঠার পর bbox=[74, 843, 127, 854]
continuation-tag: তৃতীয় পৃষ্ঠার পর bbox=[736, 294, 797, 305]
column-4 bbox=[524, 129, 677, 2122]
